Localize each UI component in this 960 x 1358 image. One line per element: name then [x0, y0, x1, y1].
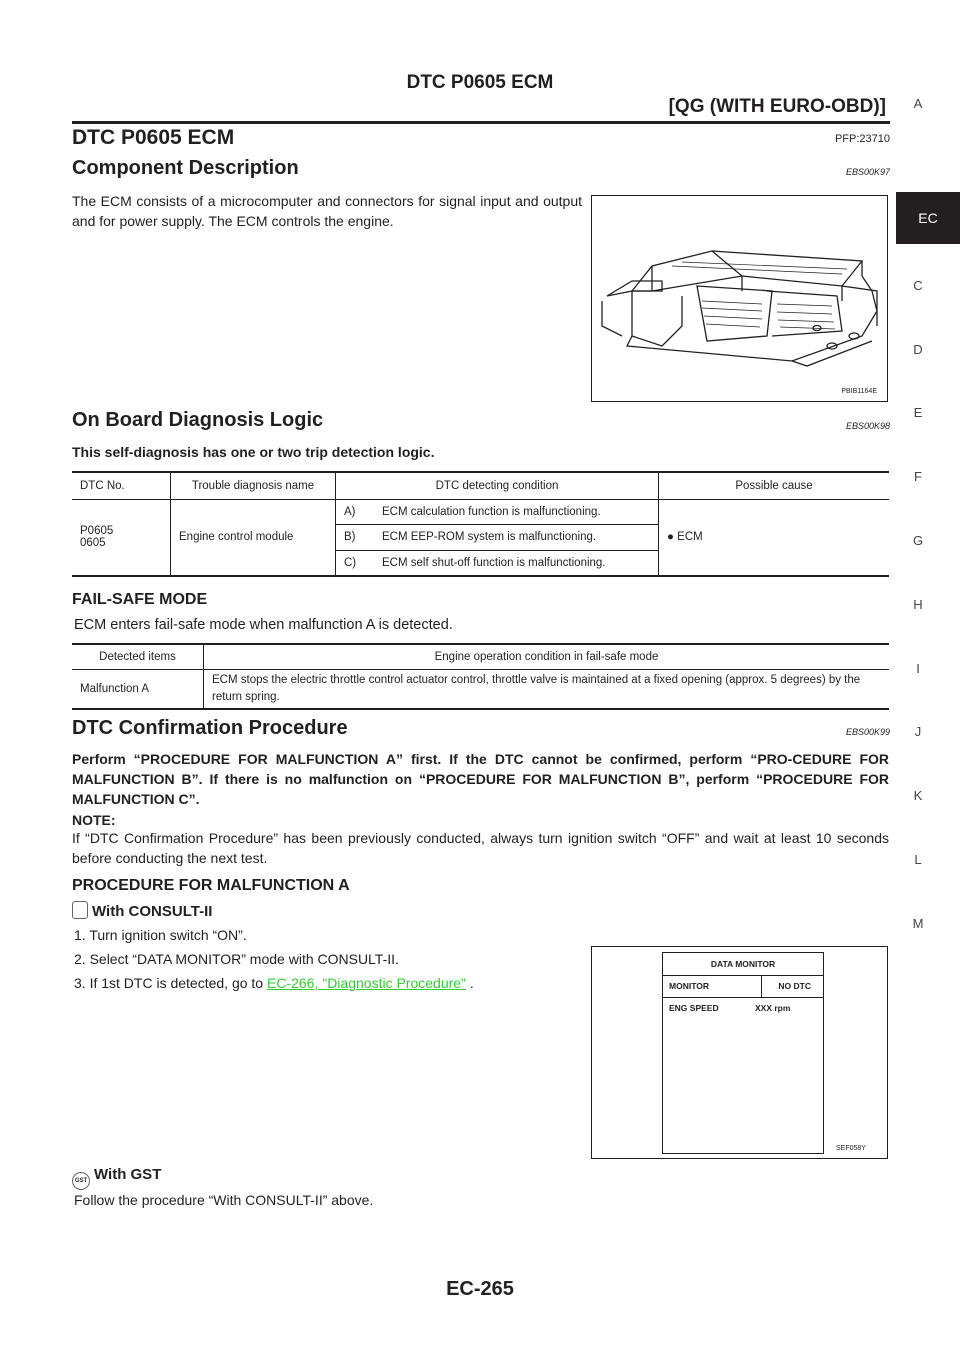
side-index-a[interactable]: A: [913, 96, 923, 111]
monitor-col-status: NO DTC: [778, 981, 811, 991]
failsafe-title: FAIL-SAFE MODE: [72, 591, 208, 608]
table-cell-condition: ECM self shut-off function is malfunctioning.: [380, 550, 659, 576]
failsafe-text: ECM enters fail-safe mode when malfunction A is detected.: [74, 617, 453, 633]
data-monitor-screen: [662, 952, 824, 1154]
note-label: NOTE:: [72, 812, 116, 828]
side-index-l[interactable]: L: [914, 852, 922, 867]
table-cell-condition: ECM EEP-ROM system is malfunctioning.: [380, 524, 659, 550]
note-text: If “DTC Confirmation Procedure” has been previously conducted, always turn ignition switch “OFF” and wait at least 10 seconds before conducting the next test.: [72, 830, 889, 866]
table-cell-engine-condition: ECM stops the electric throttle control actuator control, throttle valve is maintained at a fixed opening (approx. 5 degrees) by the return spring.: [204, 669, 890, 709]
page-header-subtitle: [QG (WITH EURO-OBD)]: [668, 96, 886, 117]
dtc-table: [72, 471, 889, 577]
diagnostic-procedure-link[interactable]: EC-266, "Diagnostic Procedure": [266, 975, 467, 991]
consult-icon: [72, 901, 88, 919]
step-3: 3. If 1st DTC is detected, go to EC-266, "Diagnostic Procedure" .: [74, 975, 474, 991]
side-index-m[interactable]: M: [912, 916, 924, 931]
table-header: Possible cause: [659, 472, 890, 499]
table-header: Detected items: [99, 650, 176, 663]
header-rule: [72, 121, 890, 124]
table-cell-possible-cause: ● ECM: [659, 499, 890, 576]
monitor-row-value: XXX rpm: [755, 1003, 791, 1013]
section-id-confirmation: EBS00K99: [845, 727, 890, 737]
page-title: DTC P0605 ECM: [72, 126, 235, 149]
procedure-title: PROCEDURE FOR MALFUNCTION A: [72, 877, 350, 894]
table-cell-condition-label: B): [336, 524, 381, 550]
side-index-ec[interactable]: EC: [896, 192, 960, 244]
figure-code: PBIB1164E: [841, 388, 877, 395]
side-index-k[interactable]: K: [913, 788, 923, 803]
page-header-title: DTC P0605 ECM: [406, 72, 554, 93]
confirmation-intro: Perform “PROCEDURE FOR MALFUNCTION A” first. If the DTC cannot be confirmed, perform “PRO-CEDURE FOR MALFUNCTION B”. If there is no malfunction on “PROCEDURE FOR MALFUNCTION B”, perform “PROCEDURE FOR MALFUNCTION C”.: [72, 751, 889, 807]
table-cell-condition-label: C): [336, 550, 381, 576]
monitor-col-label: MONITOR: [669, 981, 709, 991]
side-index-g[interactable]: G: [912, 533, 924, 548]
monitor-row-label: ENG SPEED: [669, 1003, 719, 1013]
table-header: DTC No.: [80, 479, 125, 492]
figure-code: SEF058Y: [836, 1145, 866, 1152]
part-number: PFP:23710: [834, 133, 890, 145]
table-header: Engine operation condition in fail-safe mode: [204, 644, 890, 669]
ecm-figure: [591, 195, 888, 402]
section-title-obd: On Board Diagnosis Logic: [72, 409, 324, 431]
section-id-component: EBS00K97: [845, 167, 890, 177]
table-header: Trouble diagnosis name: [171, 472, 336, 499]
monitor-header-row: [663, 975, 823, 998]
table-cell-detected-item: Malfunction A: [72, 669, 204, 709]
table-cell-dtc-no: P0605 0605: [72, 499, 171, 576]
table-cell-diagnosis-name: Engine control module: [171, 499, 336, 576]
gst-heading: GST With GST: [72, 1165, 161, 1190]
table-header: DTC detecting condition: [336, 472, 659, 499]
consult-heading: With CONSULT-II: [72, 901, 212, 922]
step-2: 2. Select “DATA MONITOR” mode with CONSULT-II.: [74, 951, 399, 967]
gst-text: Follow the procedure “With CONSULT-II” above.: [74, 1192, 374, 1208]
side-index-i[interactable]: I: [916, 661, 920, 676]
table-cell-condition: ECM calculation function is malfunctioning.: [380, 499, 659, 524]
side-index-j[interactable]: J: [914, 724, 922, 739]
side-index-d[interactable]: D: [913, 342, 923, 357]
section-title-confirmation: DTC Confirmation Procedure: [72, 717, 348, 739]
section-title-component: Component Description: [72, 157, 299, 179]
side-index-f[interactable]: F: [914, 469, 922, 484]
side-index-h[interactable]: H: [913, 597, 923, 612]
ecm-illustration: [592, 196, 887, 401]
failsafe-table: [72, 643, 889, 710]
table-cell-condition-label: A): [336, 499, 381, 524]
component-description-text: The ECM consists of a microcomputer and connectors for signal input and output and for power supply. The ECM controls the engine.: [72, 193, 582, 229]
side-index-c[interactable]: C: [913, 278, 923, 293]
side-index-e[interactable]: E: [913, 405, 923, 420]
step-1: 1. Turn ignition switch “ON”.: [74, 927, 247, 943]
page-number: EC-265: [446, 1278, 514, 1300]
gst-icon: GST: [72, 1172, 90, 1190]
monitor-title: DATA MONITOR: [663, 953, 823, 976]
section-id-obd: EBS00K98: [845, 421, 890, 431]
obd-intro: This self-diagnosis has one or two trip detection logic.: [72, 444, 435, 460]
